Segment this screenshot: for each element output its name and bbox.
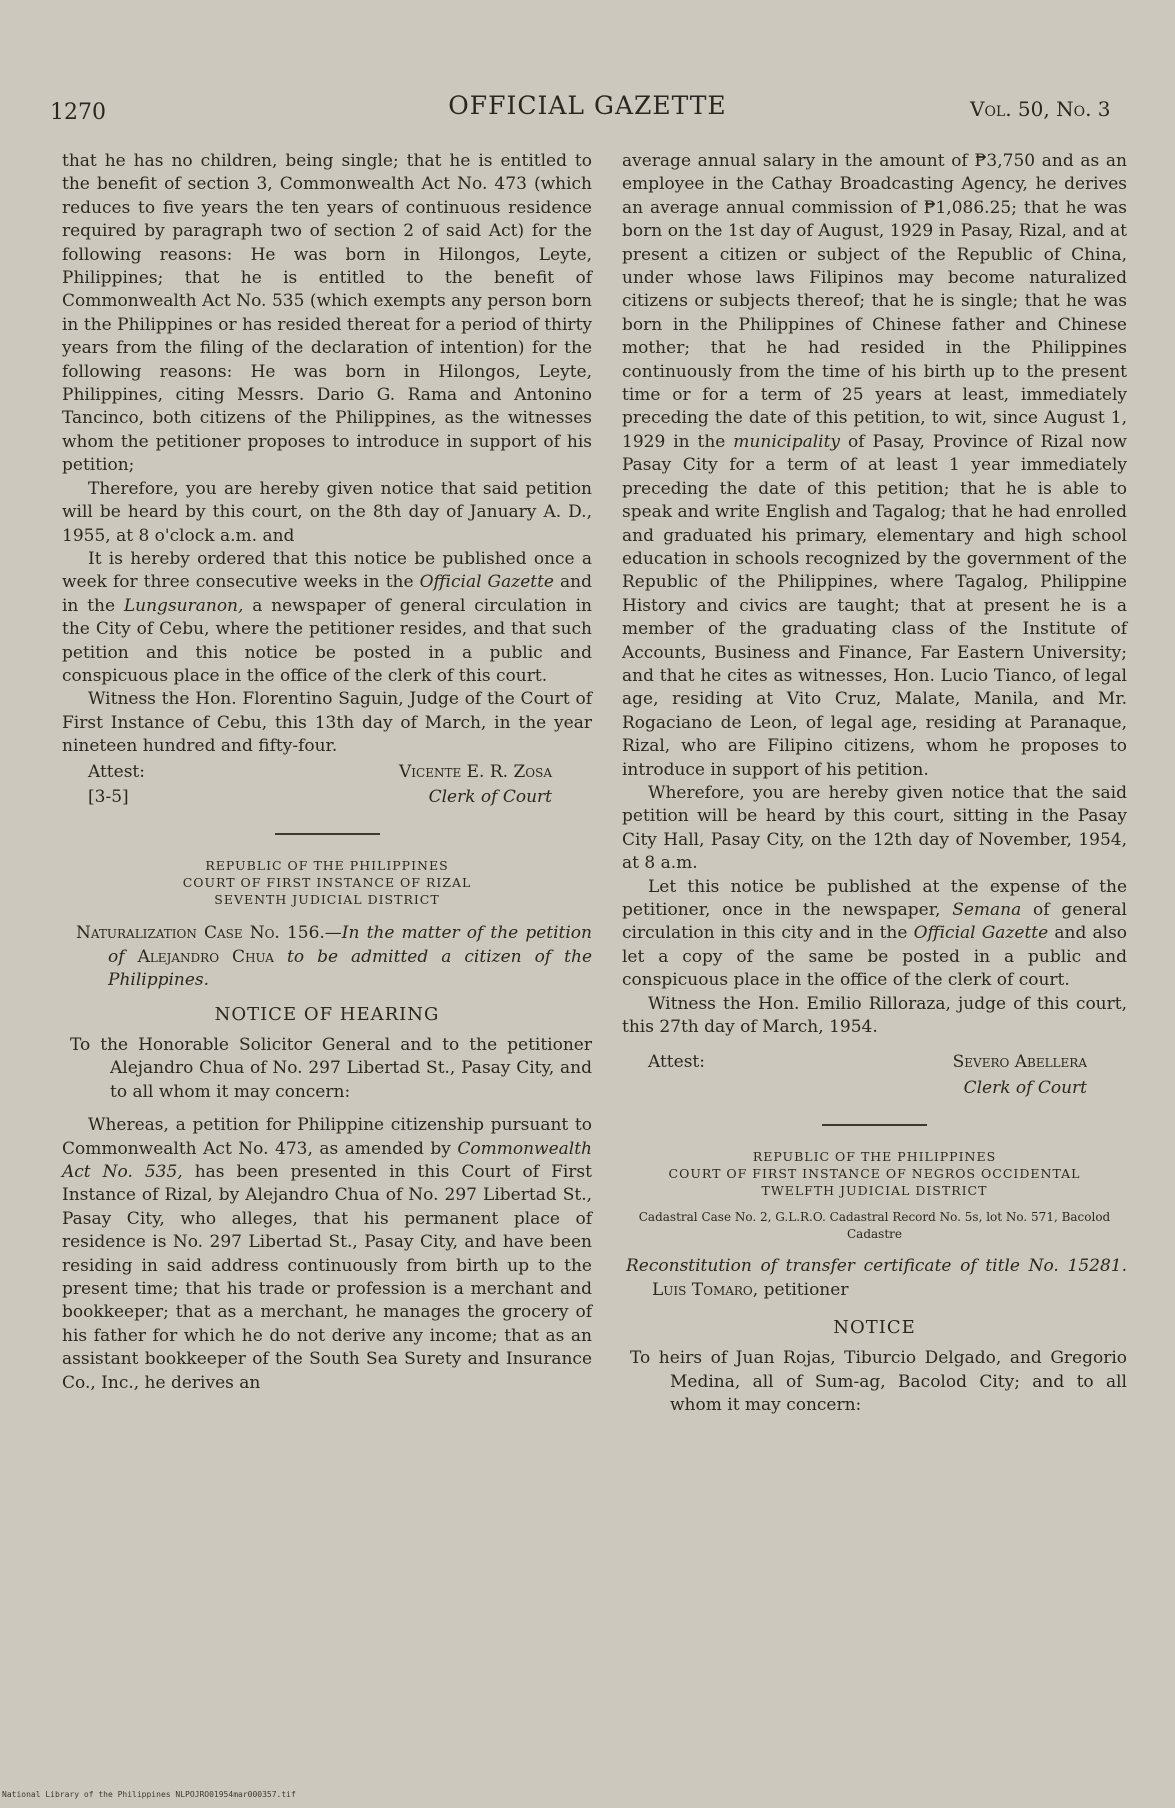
reference-number: [3-5] xyxy=(88,786,129,807)
cadastral-case: Cadastral Case No. 2, G.L.R.O. Cadastral Record No. 5s, lot No. 571, Bacolod Cadastre xyxy=(638,1210,1111,1242)
publication-title: OFFICIAL GAZETTE xyxy=(448,91,727,120)
case-caption: Naturalization Case No. 156.—In the matter of the petition of Alejandro Chua to be admitted a citizen of the Philippines. xyxy=(76,923,593,991)
right-attest-block xyxy=(622,1051,1127,1074)
left-paragraph-3: It is hereby ordered that this notice be published once a week for three consecutive weeks in the Official Gazette and in the Lungsuranon, a newspaper of general circulation in the City of Cebu, where the petitioner resides, and that such petition and this notice be posted in a public and conspicuous place in the office of the clerk of this court. xyxy=(62,548,592,686)
clerk-title: Clerk of Court xyxy=(428,786,552,807)
clerk-name: Vicente E. R. Zosa xyxy=(399,761,552,782)
right-paragraph-4: Witness the Hon. Emilio Rilloraza, judge of this court, this 27th day of March, 1954. xyxy=(622,993,1127,1038)
left-paragraph-4: Witness the Hon. Florentino Saguin, Judge of the Court of First Instance of Cebu, this 13th day of March, in the year nineteen hundred and fifty-four. xyxy=(62,689,592,757)
left-column xyxy=(62,150,592,1395)
court-heading: REPUBLIC OF THE PHILIPPINES COURT OF FIRST INSTANCE OF NEGROS OCCIDENTAL TWELFTH JUDICIAL DISTRICT xyxy=(668,1149,1081,1199)
notice-address: To the Honorable Solicitor General and to the petitioner Alejandro Chua of No. 297 Libertad St., Pasay City, and to all whom it may concern: xyxy=(70,1035,592,1102)
reconstitution-caption: Reconstitution of transfer certificate of title No. 15281. Luis Tomaro, petitioner xyxy=(626,1256,1127,1300)
gazette-name: Official Gazette xyxy=(419,572,554,593)
right-clerk-title-block xyxy=(622,1077,1127,1100)
attest-label: Attest: xyxy=(88,761,145,782)
divider xyxy=(822,1124,927,1126)
notice-address: To heirs of Juan Rojas, Tiburcio Delgado, and Gregorio Medina, all of Sum-ag, Bacolod City; and to all whom it may concern: xyxy=(630,1348,1127,1416)
notice-of-hearing-title: NOTICE OF HEARING xyxy=(214,1003,440,1025)
court-heading: REPUBLIC OF THE PHILIPPINES COURT OF FIRST INSTANCE OF RIZAL SEVENTH JUDICIAL DISTRICT xyxy=(182,858,472,908)
notice-title: NOTICE xyxy=(833,1317,916,1339)
clerk-title: Clerk of Court xyxy=(963,1077,1087,1098)
page-number: 1270 xyxy=(50,100,106,125)
left-attest-block xyxy=(62,761,592,784)
left-ref-block xyxy=(62,786,592,809)
volume-number: Vol. 50, No. 3 xyxy=(970,97,1111,121)
left-paragraph-1: that he has no children, being single; that he is entitled to the benefit of section 3, Commonwealth Act No. 473 (which reduces to five years the ten years of continuous residence required by paragraph two of section 2 of said Act) for the following reasons: He was born in Hilongos, Leyte, Philippines; that he is entitled to the benefit of Commonwealth Act No. 535 (which exempts any person born in the Philippines or has resided thereat for a period of thirty years from the filing of the declaration of intention) for the following reasons: He was born in Hilongos, Leyte, Philippines, citing Messrs. Dario G. Rama and Antonino Tancinco, both citizens of the Philippines, as the witnesses whom the petitioner proposes to introduce in support of his petition; xyxy=(62,151,592,476)
right-paragraph-1: average annual salary in the amount of ₱3,750 and as an employee in the Cathay Broadcasting Agency, he derives an average annual commission of ₱1,086.25; that he was born on the 1st day of August, 1929 in Pasay, Rizal, and at present a citizen or subject of the Republic of China, under whose laws Filipinos may become naturalized citizens or subjects thereof; that he is single; that he was born in the Philippines of Chinese father and Chinese mother; that he had resided in the Philippines continuously from the time of his birth up to the present time or for a term of 25 years at least, immediately preceding the date of this petition, to wit, since August 1, 1929 in the municipality of Pasay, Province of Rizal now Pasay City for a term of at least 1 year immediately preceding the date of this petition; that he is able to speak and write English and Tagalog; that he had enrolled and graduated his primary, elementary and high school education in schools recognized by the government of the Republic of the Philippines, where Tagalog, Philippine History and civics are taught; that at present he is a member of the graduating class of the Institute of Accounts, Business and Finance, Far Eastern University; and that he cites as witnesses, Hon. Lucio Tianco, of legal age, residing at Vito Cruz, Malate, Manila, and Mr. Rogaciano de Leon, of legal age, residing at Paranaque, Rizal, who are Filipino citizens, whom he proposes to introduce in support of his petition. xyxy=(622,151,1127,780)
newspaper-name: Lungsuranon, xyxy=(123,595,244,616)
divider xyxy=(275,833,380,835)
left-paragraph-5: Whereas, a petition for Philippine citizenship pursuant to Commonwealth Act No. 473, as amended by Commonwealth Act No. 535, has been presented in this Court of First Instance of Rizal, by Alejandro Chua of No. 297 Libertad St., Pasay City, who alleges, that his permanent place of residence is No. 297 Libertad St., Pasay City, and have been residing in said address continuously from birth up to the present time; that his trade or profession is a merchant and bookkeeper; that as a merchant, he manages the grocery of his father for which he do not derive any income; that as an assistant bookkeeper of the South Sea Surety and Insurance Co., Inc., he derives an xyxy=(62,1115,592,1393)
right-column xyxy=(622,150,1127,1428)
right-paragraph-2: Wherefore, you are hereby given notice that the said petition will be heard by this court, sitting in the Pasay City Hall, Pasay City, on the 12th day of November, 1954, at 8 a.m. xyxy=(622,782,1127,874)
scan-footer: National Library of the Philippines NLPOJRO01954mar000357.tif xyxy=(2,1790,296,1799)
clerk-name: Severo Abellera xyxy=(952,1052,1087,1073)
right-paragraph-3: Let this notice be published at the expense of the petitioner, once in the newspaper, Semana of general circulation in this city and in the Official Gazette and also let a copy of the same be posted in a public and conspicuous place in the office of the clerk of court. xyxy=(622,876,1128,991)
page-header xyxy=(0,86,1175,126)
left-paragraph-2: Therefore, you are hereby given notice that said petition will be heard by this court, on the 8th day of January A. D., 1955, at 8 o'clock a.m. and xyxy=(62,478,592,546)
attest-label: Attest: xyxy=(648,1052,705,1073)
